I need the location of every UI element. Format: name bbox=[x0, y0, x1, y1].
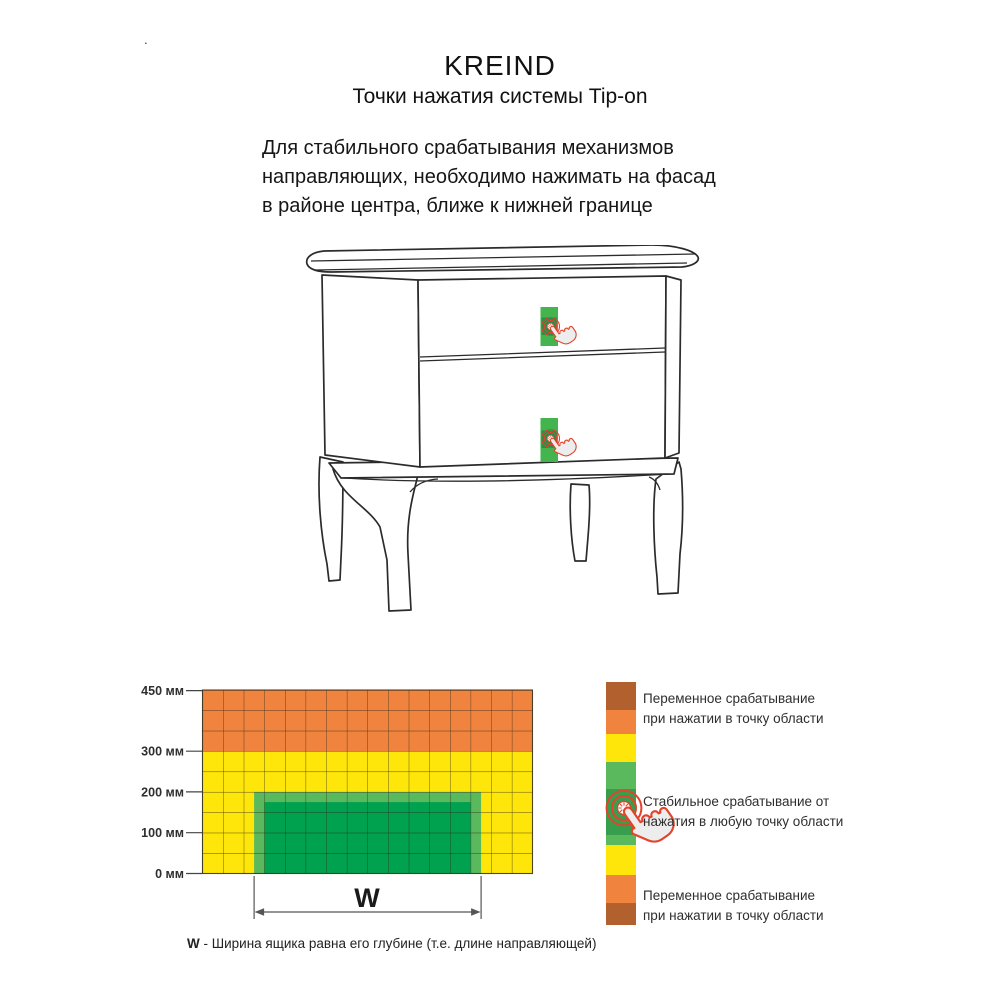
legend-entry-variable-top bbox=[643, 689, 893, 729]
axis-label-200: 200 мм bbox=[141, 785, 184, 800]
legend-line: Переменное срабатывание bbox=[643, 691, 816, 706]
axis-label-100: 100 мм bbox=[141, 826, 184, 841]
axis-label-300: 300 мм bbox=[141, 744, 184, 759]
legend-entry-variable-bottom bbox=[643, 886, 893, 926]
caption-w: W bbox=[187, 936, 200, 951]
diagram-caption bbox=[187, 936, 596, 951]
legend-line: при нажатии в точку области bbox=[643, 711, 824, 726]
legend-line: Переменное срабатывание bbox=[643, 888, 816, 903]
legend-entry-stable bbox=[643, 792, 893, 832]
axis-label-450: 450 мм bbox=[141, 684, 184, 698]
page-title: KREIND bbox=[444, 50, 556, 81]
legend-seg-orange-top bbox=[606, 710, 636, 734]
legend-seg-brown-bottom bbox=[606, 903, 636, 925]
width-symbol: W bbox=[354, 883, 380, 913]
axis-label-0: 0 мм bbox=[155, 867, 184, 881]
cabinet-side-left bbox=[322, 275, 420, 467]
legend-seg-yellow-top bbox=[606, 734, 636, 762]
grid-overlay bbox=[203, 690, 533, 874]
caption-text: - Ширина ящика равна его глубине (т.е. длине направляющей) bbox=[199, 936, 597, 951]
cabinet-side-right bbox=[665, 276, 681, 458]
intro-line-2: направляющих, необходимо нажимать на фасад bbox=[262, 166, 716, 188]
legend-line: нажатия в любую точку области bbox=[643, 814, 844, 829]
intro-paragraph bbox=[262, 134, 782, 221]
page-subtitle: Точки нажатия системы Tip-on bbox=[352, 85, 648, 108]
intro-line-1: Для стабильного срабатывания механизмов bbox=[262, 137, 674, 159]
press-zone-diagram bbox=[130, 660, 640, 960]
stray-dot: . bbox=[144, 32, 148, 47]
legend-seg-orange-bottom bbox=[606, 875, 636, 903]
legend-line: Стабильное срабатывание от bbox=[643, 794, 830, 809]
cabinet-illustration bbox=[240, 245, 760, 625]
legend-seg-brown-top bbox=[606, 682, 636, 710]
cabinet-top bbox=[307, 245, 699, 272]
intro-line-3: в районе центра, ближе к нижней границе bbox=[262, 195, 653, 217]
legend-line: при нажатии в точку области bbox=[643, 908, 824, 923]
axis-ticks bbox=[186, 691, 203, 874]
